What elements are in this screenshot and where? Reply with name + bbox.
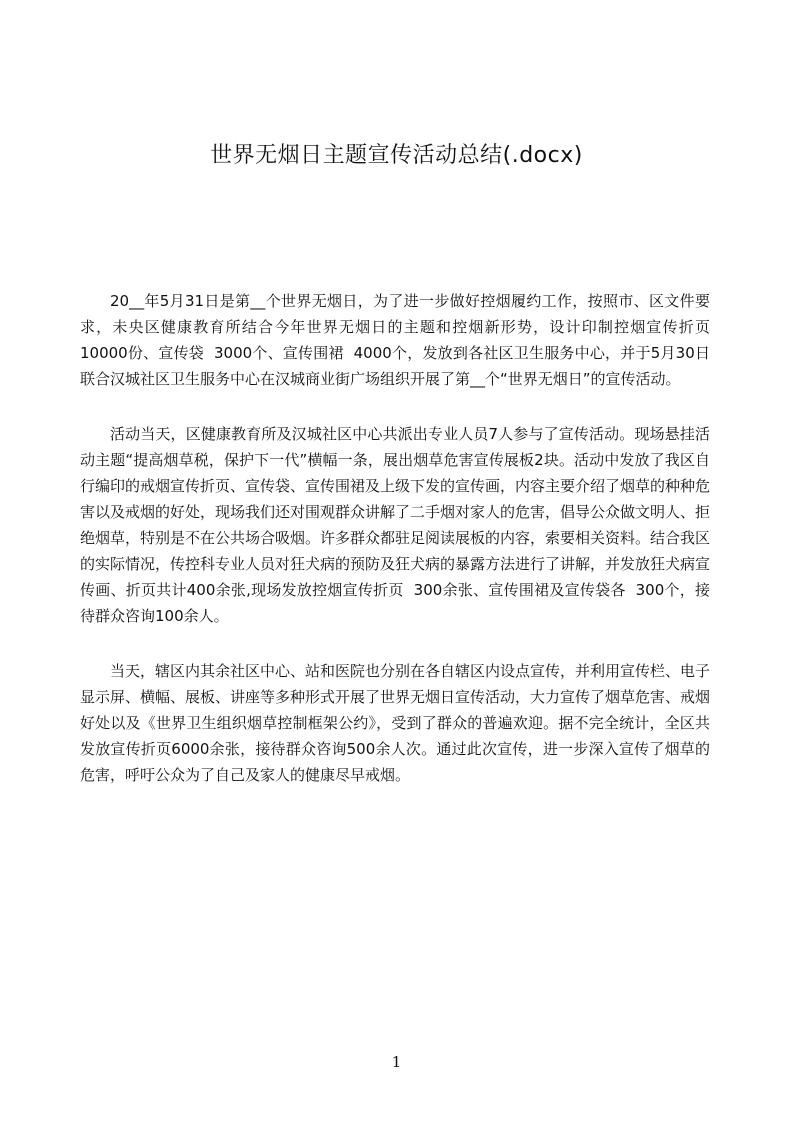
page-number: 1: [391, 1053, 402, 1071]
body-paragraph-3: 当天，辖区内其余社区中心、站和医院也分别在各自辖区内设点宣传，并利用宣传栏、电子显示屏、横幅、展板、讲座等多种形式开展了世界无烟日宣传活动，大力宣传了烟草危害、戒烟好处以及《世界卫生组织烟草控制框架公约》，受到了群众的普遍欢迎。据不完全统计，全区共发放宣传折页6000余张，接待群众咨询500余人次。通过此次宣传，进一步深入宣传了烟草的危害，呼吁公众为了自己及家人的健康尽早戒烟。: [80, 662, 711, 784]
document-title: 世界无烟日主题宣传活动总结(.docx): [210, 143, 583, 168]
body-paragraph-2: 活动当天，区健康教育所及汉城社区中心共派出专业人员7人参与了宣传活动。现场悬挂活动主题“提高烟草税，保护下一代”横幅一条，展出烟草危害宣传展板2块。活动中发放了我区自行编印的戒烟宣传折页、宣传袋、宣传围裙及上级下发的宣传画，内容主要介绍了烟草的种种危害以及戒烟的好处，现场我们还对围观群众讲解了二手烟对家人的危害，倡导公众做文明人、拒绝烟草，特别是不在公共场合吸烟。许多群众都驻足阅读展板的内容，索要相关资料。结合我区的实际情况，传控科专业人员对狂犬病的预防及狂犬病的暴露方法进行了讲解，并发放狂犬病宣传画、折页共计400余张,现场发放控烟宣传折页 300余张、宣传围裙及宣传袋各 300个，接待群众咨询100余人。: [80, 425, 711, 625]
body-paragraph-1: 20__年5月31日是第__个世界无烟日，为了进一步做好控烟履约工作，按照市、区文件要求，未央区健康教育所结合今年世界无烟日的主题和控烟新形势，设计印制控烟宣传折页10000份、宣传袋 3000个、宣传围裙 4000个，发放到各社区卫生服务中心，并于5月30日联合汉城社区卫生服务中心在汉城商业街广场组织开展了第__个“世界无烟日”的宣传活动。: [80, 292, 710, 388]
document-body: [80, 288, 710, 817]
